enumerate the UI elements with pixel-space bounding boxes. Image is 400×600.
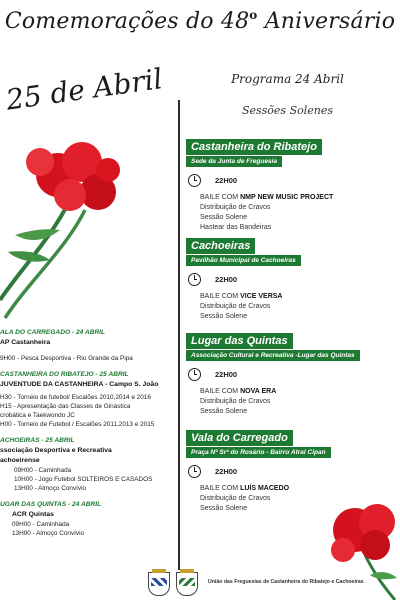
program-item: H15 - Apresentação das Classes de Ginástica bbox=[0, 403, 131, 410]
carnation-illustration bbox=[0, 140, 135, 320]
program-item: 13H00 - Almoço Convívio bbox=[12, 530, 85, 537]
clock-icon bbox=[188, 273, 201, 286]
program-organizer: achoeirense bbox=[0, 457, 40, 464]
session-location: Cachoeiras bbox=[186, 238, 255, 254]
event-line: Sessão Solene bbox=[200, 505, 248, 512]
clock-icon bbox=[188, 465, 201, 478]
program-item: 09H00 - Caminhada bbox=[12, 521, 70, 528]
left-program bbox=[0, 328, 178, 538]
footer-text: União das Freguesias de Castanheira do Ribatejo e Cachoeiras bbox=[208, 579, 364, 585]
session-time: 22H00 bbox=[215, 466, 238, 476]
session-lugar-quintas bbox=[186, 331, 398, 417]
session-time: 22H00 bbox=[215, 369, 238, 379]
event-line: Sessão Solene bbox=[200, 313, 248, 320]
program-item: 09H00 - Caminhada bbox=[14, 467, 72, 474]
event-line: BAILE COM NMP NEW MUSIC PROJECT bbox=[200, 194, 334, 201]
date-heading: 25 de Abril bbox=[4, 62, 165, 117]
event-line: BAILE COM LUÍS MACEDO bbox=[200, 485, 290, 492]
event-line: Sessão Solene bbox=[200, 408, 248, 415]
session-castanheira bbox=[186, 137, 398, 233]
session-venue: Associação Cultural e Recreativa -Lugar das Quintas bbox=[186, 350, 360, 361]
session-location: Vala do Carregado bbox=[186, 430, 293, 446]
session-venue: Praça Nº Srª do Rosário - Bairro Atral Cipan bbox=[186, 447, 331, 458]
coat-of-arms-icon bbox=[148, 572, 170, 596]
clock-icon bbox=[188, 174, 201, 187]
event-line: Sessão Solene bbox=[200, 214, 248, 221]
event-line: Distribuição de Cravos bbox=[200, 303, 271, 310]
program-organizer: JUVENTUDE DA CASTANHEIRA - Campo S. João bbox=[0, 381, 159, 388]
session-vala-carregado bbox=[186, 428, 398, 514]
event-line: Distribuição de Cravos bbox=[200, 495, 271, 502]
program-item: crobática e Taekwondo JC bbox=[0, 412, 75, 419]
session-time: 22H00 bbox=[215, 274, 238, 284]
program-heading: CASTANHEIRA DO RIBATEJO - 25 ABRIL bbox=[0, 371, 129, 378]
session-time: 22H00 bbox=[215, 175, 238, 185]
page-title: Comemorações do 48$^o$ Aniversário bbox=[4, 8, 396, 34]
program-item: 13H00 - Almoço Convívio bbox=[14, 485, 87, 492]
event-line: BAILE COM NOVA ERA bbox=[200, 388, 277, 395]
carnation-illustration-bottom bbox=[325, 500, 400, 600]
event-line: Distribuição de Cravos bbox=[200, 204, 271, 211]
program-item: 9H00 - Pesca Desportiva - Rio Grande da Pipa bbox=[0, 355, 133, 362]
session-venue: Sede da Junta de Freguesia bbox=[186, 156, 282, 167]
program-organizer: ACR Quintas bbox=[12, 511, 54, 518]
program-item: H00 - Torneio de Futebol / Escalões 2011,2013 e 2015 bbox=[0, 421, 155, 428]
program-heading: ALA DO CARREGADO - 24 ABRIL bbox=[0, 329, 106, 336]
event-line: Hastear das Bandeiras bbox=[200, 224, 272, 231]
footer-logos bbox=[148, 572, 198, 596]
programa-heading: Programa 24 Abril bbox=[231, 72, 344, 86]
clock-icon bbox=[188, 368, 201, 381]
session-location: Castanheira do Ribatejo bbox=[186, 139, 322, 155]
program-organizer: ssociação Desportiva e Recreativa bbox=[0, 447, 112, 454]
column-divider bbox=[178, 100, 180, 570]
coat-of-arms-icon bbox=[176, 572, 198, 596]
event-line: BAILE COM VICE VERSA bbox=[200, 293, 283, 300]
session-location: Lugar das Quintas bbox=[186, 333, 293, 349]
program-heading: UGAR DAS QUINTAS - 24 ABRIL bbox=[0, 501, 102, 508]
event-line: Distribuição de Cravos bbox=[200, 398, 271, 405]
session-venue: Pavilhão Municipal de Cachoeiras bbox=[186, 255, 301, 266]
program-item: 10H00 - Jogo Futebol SOLTEIROS E CASADOS bbox=[14, 476, 153, 483]
sessoes-heading: Sessões Solenes bbox=[241, 104, 334, 117]
session-cachoeiras bbox=[186, 236, 398, 322]
program-item: H30 - Torneio de futebol/ Escalões 2010,2014 e 2016 bbox=[0, 394, 151, 401]
program-heading: ACHOEIRAS - 25 ABRIL bbox=[0, 437, 75, 444]
program-organizer: AP Castanheira bbox=[0, 339, 51, 346]
